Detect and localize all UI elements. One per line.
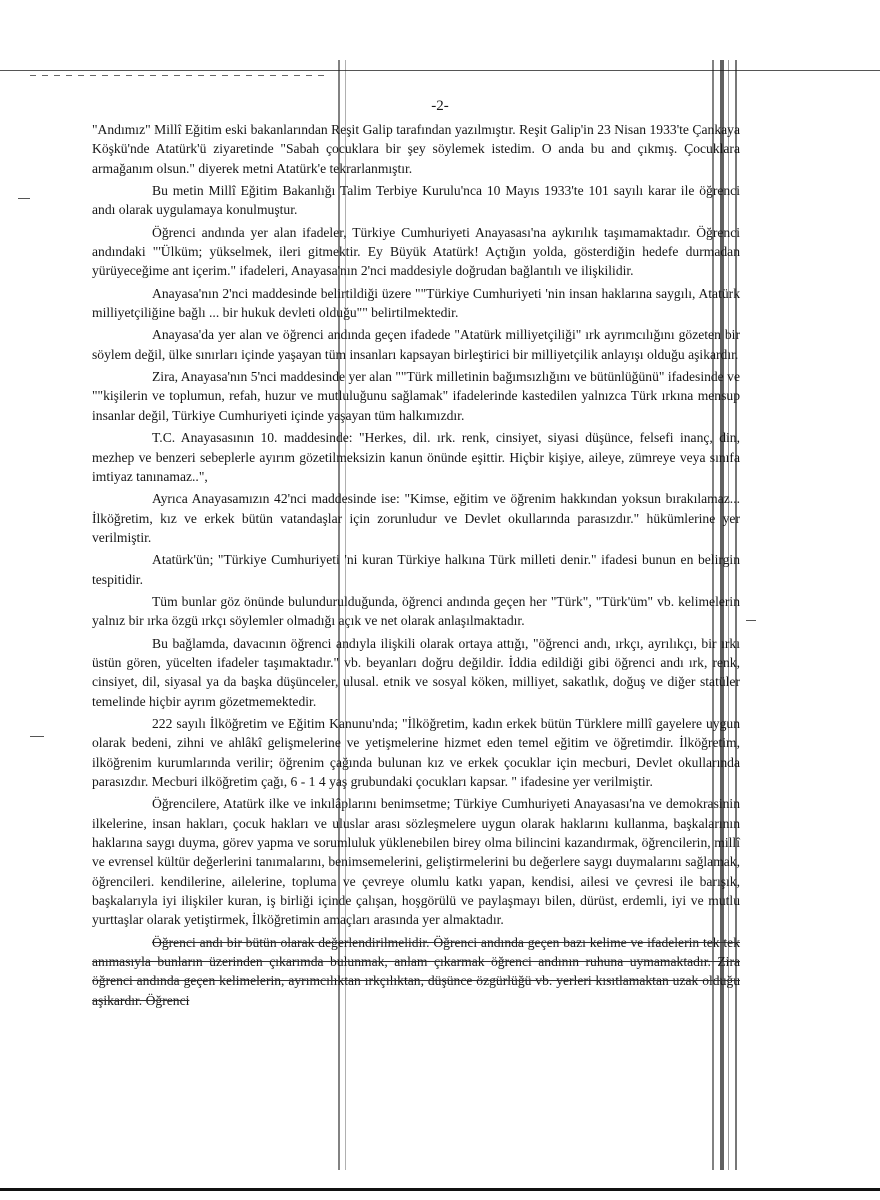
paragraph-article-5: Zira, Anayasa'nın 5'nci maddesinde yer alan ""Türk milletinin bağımsızlığını ve bütünlüğünü" ifadesinde ve ""kişilerin ve toplumun, refah, huzur ve mutluluğunu sağlamak" ifadelerinde kastedilen yalnızca Türk ırkına mensup insanlar değil, Türkiye Cumhuriyeti içinde yaşayan tüm halkımızdır.	[92, 369, 740, 423]
fax-footer-line	[0, 1188, 880, 1191]
scan-mark	[18, 198, 30, 199]
paragraph-article-2: Anayasa'nın 2'nci maddesinde belirtildiği üzere ""Türkiye Cumhuriyeti 'nin insan haklarına saygılı, Atatürk milliyetçiliğine bağlı ... bir hukuk devleti olduğu"" belirtilmektedir.	[92, 285, 740, 321]
page-number: -2-	[431, 98, 449, 114]
fax-header-dashed-line	[30, 75, 330, 76]
paragraph-ataturk-quote: Atatürk'ün; "Türkiye Cumhuriyeti 'ni kuran Türkiye halkına Türk milleti denir." ifadesi bunun en belirgin tespitidir.	[92, 552, 740, 587]
scan-mark	[30, 736, 44, 737]
paragraph-education-aims: Öğrencilere, Atatürk ilke ve inkılâplarını benimsetme; Türkiye Cumhuriyeti Anayasası'na ve demokrasinin ilkelerine, insan hakları, çocuk hakları ve uluslar arası sözleşmelere uygun olarak haklarını kullanma, başkalarının haklarına saygı duyma, görev yapma ve sorumluluk yüklenebilen birey olma bilincini kazandırmak, öğrencilerin, millî ve evrensel kültür değerlerini tanımalarını, benimsemelerini, geliştirmelerini bu değerlere saygı duymalarını sağlamak, öğrencileri. kendilerine, ailelerine, topluma ve çevreye olumlu katkı yapan, kendisi, ailesi ve çevresi ile barışık, başkalarıyla iyi ilişkiler kuran, iş birliği içinde çalışan, hoşgörülü ve paylaşmayı bilen, dürüst, erdemli, iyi ve mutlu yurttaşlar olarak yetiştirmek, İlköğretimin amaçları arasında yer almaktadır.	[92, 796, 740, 928]
paragraph-law-222: 222 sayılı İlköğretim ve Eğitim Kanunu'nda; "İlköğretim, kadın erkek bütün Türklere millî gayelere uygun olarak bedeni, zihni ve ahlâkî gelişmelerine ve yetişmelerine hizmet eden temel eğitim ve öğretimdir. İlköğretim, ilköğrenim kurumlarında verilir; öğrenim çağında bulunan kız ve erkek çocuklar için mecburi, Devlet okullarında parasızdır. Mecburi ilköğretim çağı, 6 - 1 4 yaş grubundaki çocukları kapsar. " ifadesine yer verilmiştir.	[92, 715, 740, 789]
document-body	[92, 120, 740, 1013]
paragraph-article-10: T.C. Anayasasının 10. maddesinde: "Herkes, dil. ırk. renk, cinsiyet, siyasi düşünce, felsefi inanç, din, mezhep ve benzeri sebeplerle ayırım gözetilmeksizin kanun önünde eşittir. Hiçbir kişiye, aileye, zümreye veya sınıfa imtiyaz tanınamaz..",	[92, 430, 740, 484]
paragraph-holistic-reading: Öğrenci andı bir bütün olarak değerlendirilmelidir. Öğrenci andında geçen bazı kelime ve ifadelerin tek tek anımasıyla bunların üzerinden çıkarımda bulunmak, anlam çıkarmak öğrenci andının ruhuna uymamaktadır. Zira öğrenci andında geçen kelimelerin, ayrımcılıktan ırkçılıktan, düşünce özgürlüğü vb. yerleri kısıtlamaktan uzak olduğu aşikardır. Öğrenci	[92, 934, 740, 1008]
paragraph-andimiz-origin: "Andımız" Millî Eğitim eski bakanlarından Reşit Galip tarafından yazılmıştır. Reşit Galip'in 23 Nisan 1933'te Çankaya Köşkü'nde Atatürk'ü ziyaretinde "Sabah çocuklara bir şey söylemek istedim. O anda bu and çıkmış. Çocuklara armağanım olsun." diyerek metni Atatürk'e tekrarlanmıştır.	[92, 122, 740, 176]
paragraph-nationalism: Anayasa'da yer alan ve öğrenci andında geçen ifadede "Atatürk milliyetçiliği" ırk ayrımcılığını gözeten bir söylem değil, ülke sınırları içinde yaşayan tüm insanları kapsayan birleştirici bir milliyetçilik anlayışı olduğu aşikardır.	[92, 327, 740, 362]
paragraph-article-42: Ayrıca Anayasamızın 42'nci maddesinde ise: "Kimse, eğitim ve öğrenim hakkından yoksun bırakılamaz... İlköğretim, kız ve erkek bütün vatandaşlar için zorunludur ve Devlet okullarında parasızdır." hükümlerine yer verilmiştir.	[92, 491, 740, 545]
scan-mark	[746, 620, 756, 621]
paragraph-plaintiff-claims: Bu bağlamda, davacının öğrenci andıyla ilişkili olarak ortaya attığı, "öğrenci andı, ırkçı, ayrılıkçı, bir ırkı üstün gören, yücelten ifadeler taşımaktadır." vb. beyanları doğru değildir. İddia edildiği gibi öğrenci andı ırk, renk, cinsiyet, dil, siyasal ya da başka düşünceler, ulusal. etnik ve sosyal köken, milliyet, sakatlık, doğuş ve diğer statüler temelinde hiçbir ayrım gözetmemektedir.	[92, 635, 740, 709]
paragraph-decision: Bu metin Millî Eğitim Bakanlığı Talim Terbiye Kurulu'nca 10 Mayıs 1933'te 101 sayılı karar ile öğrenci andı olarak uygulamaya konulmuştur.	[92, 183, 740, 218]
fax-header-line	[0, 70, 880, 71]
paragraph-constitution-compliance: Öğrenci andında yer alan ifadeler, Türkiye Cumhuriyeti Anayasası'na aykırılık taşımamaktadır. Öğrenci andındaki "'Ülküm; yükselmek, ileri gitmektir. Ey Büyük Atatürk! Açtığın yolda, gösterdiğin hedefe durmadan yürüyeceğime ant içerim." ifadeleri, Anayasa'nın 2'nci maddesiyle doğrudan bağlantılı ve ilişkilidir.	[92, 224, 740, 279]
paragraph-conclusion-turk: Tüm bunlar göz önünde bulundurulduğunda, öğrenci andında geçen her "Türk", "Türk'üm" vb. kelimelerin yalnız bir ırka özgü ırkçı söylemler olmadığı açık ve net olarak anlaşılmaktadır.	[92, 593, 740, 629]
